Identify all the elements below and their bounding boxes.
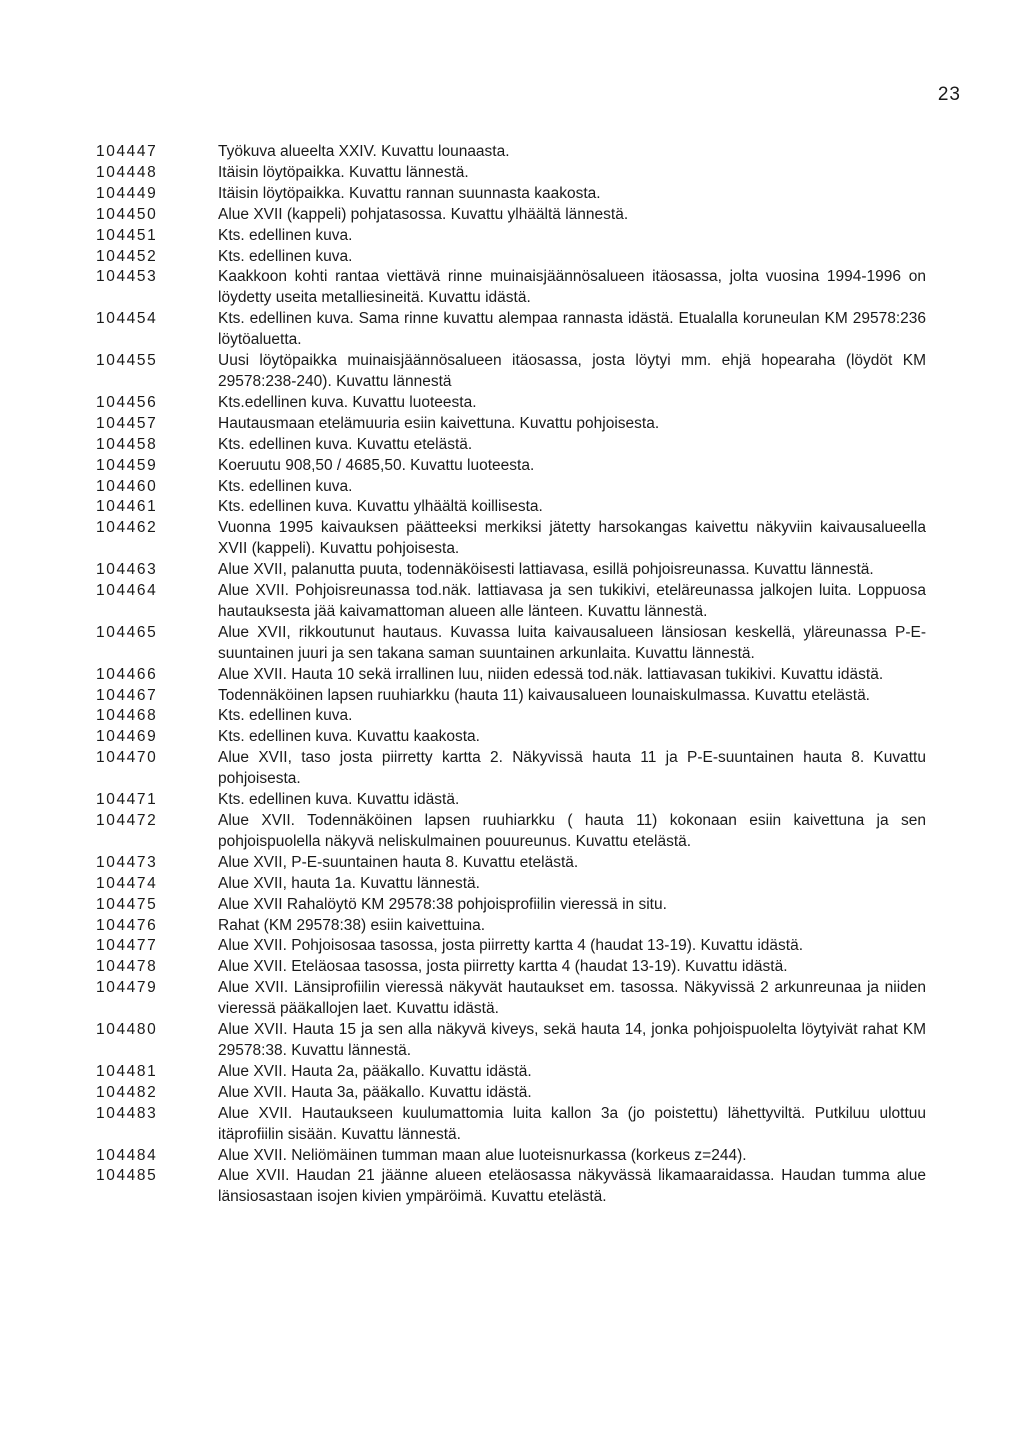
photo-number: 104449 [96, 184, 158, 202]
catalog-entry [96, 1083, 926, 1104]
catalog-entry [96, 351, 926, 393]
photo-description: Itäisin löytöpaikka. Kuvattu rannan suunnasta kaakosta. [218, 184, 601, 202]
photo-description: Kts. edellinen kuva. Kuvattu idästä. [218, 791, 460, 809]
catalog-entry [96, 142, 926, 163]
catalog-entry [96, 581, 926, 623]
photo-number: 104477 [96, 937, 158, 955]
catalog-entry [96, 1166, 926, 1208]
photo-number: 104476 [96, 916, 158, 934]
photo-number: 104483 [96, 1104, 158, 1122]
catalog-entry [96, 1020, 926, 1062]
photo-number: 104484 [96, 1146, 158, 1164]
catalog-entry [96, 957, 926, 978]
catalog-entry [96, 790, 926, 811]
photo-description: Kts.edellinen kuva. Kuvattu luoteesta. [218, 393, 477, 411]
photo-number: 104456 [96, 393, 158, 411]
photo-catalog-list [96, 142, 926, 1208]
photo-number: 104458 [96, 435, 158, 453]
photo-description: Alue XVII (kappeli) pohjatasossa. Kuvattu ylhäältä lännestä. [218, 205, 629, 223]
photo-number: 104450 [96, 205, 158, 223]
photo-number: 104451 [96, 226, 158, 244]
catalog-entry [96, 435, 926, 456]
photo-number: 104481 [96, 1062, 158, 1080]
catalog-entry [96, 267, 926, 309]
photo-number: 104480 [96, 1021, 158, 1039]
photo-number: 104472 [96, 812, 158, 829]
catalog-entry [96, 874, 926, 895]
catalog-entry [96, 226, 926, 247]
photo-description: Alue XVII. Länsiprofiilin vieressä näkyvät hautaukset em. tasossa. Näkyvissä 2 arkunreunaa ja niiden vieressä pääkallojen laet. Kuvattu idästä. [218, 979, 926, 1018]
catalog-entry [96, 163, 926, 184]
catalog-entry [96, 978, 926, 1020]
catalog-entry [96, 1062, 926, 1083]
catalog-entry [96, 748, 926, 790]
photo-number: 104485 [96, 1167, 158, 1185]
photo-number: 104475 [96, 895, 158, 913]
photo-number: 104467 [96, 686, 158, 704]
photo-number: 104466 [96, 665, 158, 683]
photo-description: Hautausmaan etelämuuria esiin kaivettuna. Kuvattu pohjoisesta. [218, 414, 660, 432]
photo-description: Todennäköinen lapsen ruuhiarkku (hauta 11) kaivausalueen lounaiskulmassa. Kuvattu etelästä. [218, 686, 870, 704]
catalog-entry [96, 727, 926, 748]
photo-description: Kts. edellinen kuva. [218, 247, 353, 265]
catalog-entry [96, 895, 926, 916]
photo-description: Kts. edellinen kuva. [218, 226, 353, 244]
photo-description: Alue XVII Rahalöytö KM 29578:38 pohjoisprofiilin vieressä in situ. [218, 895, 667, 913]
photo-number: 104452 [96, 247, 158, 265]
photo-number: 104454 [96, 310, 158, 328]
catalog-entry [96, 247, 926, 268]
photo-description: Rahat (KM 29578:38) esiin kaivettuina. [218, 916, 486, 934]
catalog-entry [96, 477, 926, 498]
catalog-entry [96, 665, 926, 686]
catalog-entry [96, 309, 926, 351]
photo-number: 104473 [96, 853, 158, 871]
photo-number: 104468 [96, 707, 158, 725]
catalog-entry [96, 686, 926, 707]
photo-description: Alue XVII, P-E-suuntainen hauta 8. Kuvattu etelästä. [218, 853, 579, 871]
page-number: 23 [937, 84, 961, 105]
photo-description: Alue XVII, taso josta piirretty kartta 2. Näkyvissä hauta 11 ja P-E-suuntainen hauta 8. Kuvattu pohjoisesta. [218, 749, 926, 788]
photo-description: Vuonna 1995 kaivauksen päätteeksi merkiksi jätetty harsokangas kaivettu näkyviin kaivausalueella XVII (kappeli). Kuvattu pohjoisesta. [218, 519, 926, 558]
photo-description: Kts. edellinen kuva. Kuvattu kaakosta. [218, 728, 480, 746]
catalog-entry [96, 184, 926, 205]
photo-description: Alue XVII. Hauta 3a, pääkallo. Kuvattu idästä. [218, 1083, 532, 1101]
photo-number: 104471 [96, 791, 158, 809]
photo-number: 104448 [96, 163, 158, 181]
catalog-entry [96, 1146, 926, 1167]
catalog-entry [96, 456, 926, 477]
photo-number: 104470 [96, 749, 158, 767]
photo-description: Alue XVII, hauta 1a. Kuvattu lännestä. [218, 874, 480, 892]
photo-number: 104482 [96, 1083, 158, 1101]
photo-description: Alue XVII. Pohjoisosaa tasossa, josta piirretty kartta 4 (haudat 13-19). Kuvattu idästä. [218, 937, 804, 955]
catalog-entry [96, 936, 926, 957]
photo-number: 104460 [96, 477, 158, 495]
catalog-entry [96, 623, 926, 665]
photo-number: 104461 [96, 498, 158, 516]
photo-number: 104479 [96, 979, 158, 997]
photo-number: 104457 [96, 414, 158, 432]
photo-number: 104462 [96, 519, 158, 537]
photo-number: 104465 [96, 623, 158, 641]
photo-number: 104459 [96, 456, 158, 474]
photo-number: 104469 [96, 728, 158, 746]
catalog-entry [96, 1104, 926, 1146]
photo-number: 104464 [96, 582, 158, 600]
catalog-entry [96, 205, 926, 226]
photo-description: Uusi löytöpaikka muinaisjäännösalueen itäosassa, josta löytyi mm. ehjä hopearaha (löydöt KM 29578:238-240). Kuvattu lännestä [218, 352, 926, 390]
photo-description: Kts. edellinen kuva. Kuvattu etelästä. [218, 435, 473, 453]
photo-number: 104455 [96, 352, 158, 370]
photo-description: Kts. edellinen kuva. [218, 707, 353, 725]
photo-description: Koeruutu 908,50 / 4685,50. Kuvattu luoteesta. [218, 456, 535, 474]
catalog-entry [96, 518, 926, 560]
photo-description: Alue XVII. Hauta 15 ja sen alla näkyvä kiveys, sekä hauta 14, jonka pohjoispuolelta löytyivät rahat KM 29578:38. Kuvattu lännestä. [218, 1021, 926, 1059]
catalog-entry [96, 497, 926, 518]
photo-number: 104463 [96, 561, 158, 579]
photo-number: 104453 [96, 268, 158, 286]
catalog-entry [96, 706, 926, 727]
photo-description: Kts. edellinen kuva. [218, 477, 353, 495]
photo-description: Alue XVII. Hauta 10 sekä irrallinen luu, niiden edessä tod.näk. lattiavasan tukikivi. Kuvattu idästä. [218, 665, 884, 683]
catalog-entry [96, 916, 926, 937]
catalog-entry [96, 560, 926, 581]
photo-description: Alue XVII. Todennäköinen lapsen ruuhiarkku ( hauta 11) kokonaan esiin kaivettuna ja sen pohjoispuolella näkyvä neliskulmainen pouureunus. Kuvattu etelästä. [218, 812, 926, 850]
catalog-entry [96, 414, 926, 435]
photo-description: Alue XVII. Neliömäinen tumman maan alue luoteisnurkassa (korkeus z=244). [218, 1146, 747, 1164]
photo-description: Alue XVII. Eteläosaa tasossa, josta piirretty kartta 4 (haudat 13-19). Kuvattu idästä. [218, 958, 788, 976]
photo-description: Alue XVII. Hauta 2a, pääkallo. Kuvattu idästä. [218, 1062, 532, 1080]
photo-description: Kaakkoon kohti rantaa viettävä rinne muinaisjäännösalueen itäosassa, jolta vuosina 1994-1996 on löydetty useita metalliesineitä. Kuvattu idästä. [218, 268, 926, 307]
photo-description: Alue XVII, rikkoutunut hautaus. Kuvassa luita kaivausalueen länsiosan keskellä, yläreunassa P-E-suuntainen juuri ja sen takana saman suuntainen arkunlaita. Kuvattu lännestä. [218, 623, 926, 662]
catalog-entry [96, 853, 926, 874]
photo-number: 104447 [96, 143, 158, 160]
catalog-entry [96, 393, 926, 414]
photo-description: Itäisin löytöpaikka. Kuvattu lännestä. [218, 163, 469, 181]
catalog-entry [96, 811, 926, 853]
photo-number: 104474 [96, 874, 158, 892]
photo-number: 104478 [96, 958, 158, 976]
photo-description: Alue XVII. Pohjoisreunassa tod.näk. lattiavasa ja sen tukikivi, eteläreunassa jalkojen luita. Loppuosa hautauksesta jää kaivamattoman alueen alle länteen. Kuvattu lännestä. [218, 582, 926, 620]
photo-description: Työkuva alueelta XXIV. Kuvattu lounaasta. [218, 143, 510, 160]
photo-description: Kts. edellinen kuva. Sama rinne kuvattu alempaa rannasta idästä. Etualalla koruneulan KM 29578:236 löytöaluetta. [218, 310, 926, 349]
photo-description: Alue XVII. Hautaukseen kuulumattomia luita kallon 3a (jo poistettu) lähettyviltä. Putkiluu ulottuu itäprofiilin sisään. Kuvattu lännestä. [218, 1104, 926, 1143]
photo-description: Kts. edellinen kuva. Kuvattu ylhäältä koillisesta. [218, 498, 543, 516]
photo-description: Alue XVII. Haudan 21 jäänne alueen eteläosassa näkyvässä likamaaraidassa. Haudan tumma alue länsiosastaan isojen kivien ympäröimä. Kuvattu etelästä. [218, 1167, 926, 1206]
photo-description: Alue XVII, palanutta puuta, todennäköisesti lattiavasa, esillä pohjoisreunassa. Kuvattu lännestä. [218, 561, 874, 579]
